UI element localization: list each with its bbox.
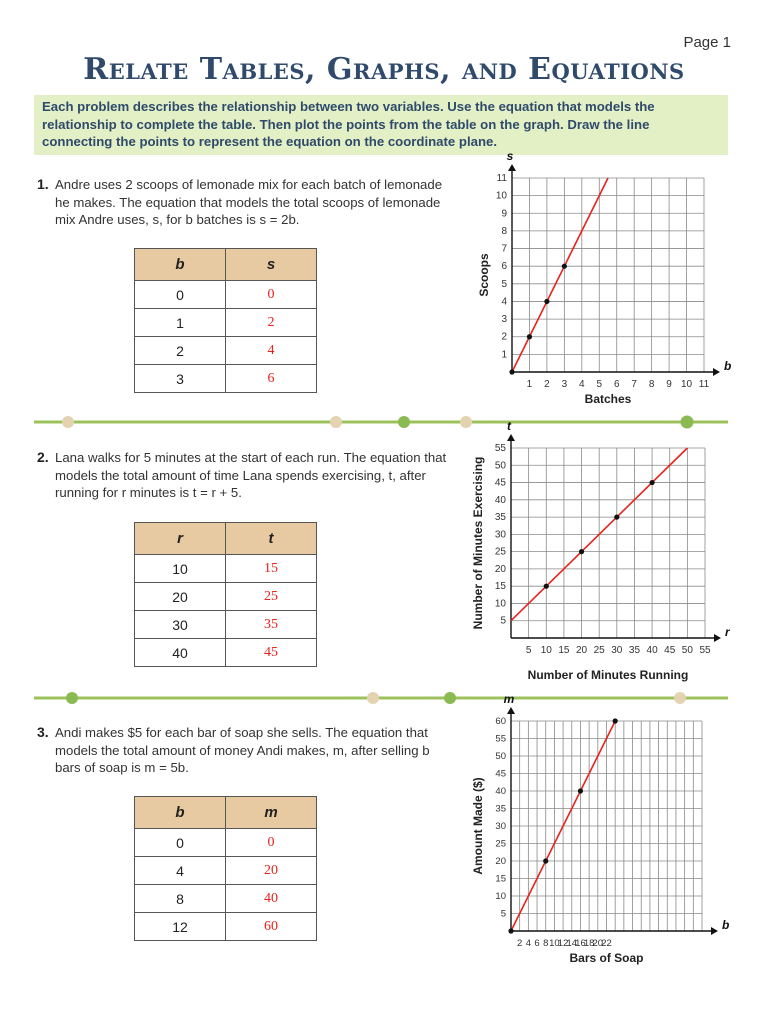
x-tick-label: 20 bbox=[592, 938, 604, 949]
graph-3 bbox=[460, 692, 730, 970]
x-tick-label: 1 bbox=[526, 379, 533, 390]
answer-cell: 20 bbox=[226, 857, 317, 885]
x-axis-title: Batches bbox=[584, 392, 632, 406]
y-tick-label: 3 bbox=[501, 314, 507, 326]
y-tick-label: 1 bbox=[501, 349, 507, 361]
data-point bbox=[579, 549, 584, 554]
answer-cell: 15 bbox=[226, 555, 317, 583]
answer-cell: 25 bbox=[226, 583, 317, 611]
table-cell: 12 bbox=[135, 913, 226, 941]
table-cell: 30 bbox=[135, 611, 226, 639]
answer-cell: 6 bbox=[226, 365, 317, 393]
y-tick-label: 25 bbox=[495, 838, 506, 850]
x-tick-label: 16 bbox=[575, 938, 586, 949]
table-header: s bbox=[226, 249, 317, 281]
table-cell: 20 bbox=[135, 583, 226, 611]
section-divider bbox=[0, 414, 768, 430]
value-table-1 bbox=[134, 248, 317, 393]
x-tick-label: 8 bbox=[543, 938, 549, 949]
table-cell: 40 bbox=[135, 639, 226, 667]
divider-dot bbox=[367, 692, 379, 704]
y-tick-label: 45 bbox=[495, 768, 506, 780]
data-point bbox=[649, 480, 654, 485]
y-axis-arrow bbox=[507, 707, 515, 714]
answer-cell: 0 bbox=[226, 829, 317, 857]
divider-dot bbox=[460, 416, 472, 428]
y-axis-title: Scoops bbox=[477, 253, 491, 297]
x-tick-label: 20 bbox=[575, 645, 588, 656]
x-tick-label: 6 bbox=[534, 938, 540, 949]
y-tick-label: 35 bbox=[494, 512, 506, 524]
value-table-2 bbox=[134, 522, 317, 667]
x-tick-label: 40 bbox=[646, 645, 658, 656]
table-cell: 0 bbox=[135, 281, 226, 309]
y-variable-label: s bbox=[506, 149, 514, 163]
y-tick-label: 40 bbox=[494, 494, 506, 506]
x-tick-label: 15 bbox=[558, 645, 570, 656]
x-tick-label: 18 bbox=[583, 938, 595, 949]
x-tick-label: 22 bbox=[601, 938, 612, 949]
x-axis-arrow bbox=[711, 927, 718, 935]
table-cell: 8 bbox=[135, 885, 226, 913]
y-axis-title: Amount Made ($) bbox=[471, 777, 485, 875]
table-header: m bbox=[226, 797, 317, 829]
table-cell: 10 bbox=[135, 555, 226, 583]
problem-2 bbox=[37, 449, 457, 502]
answer-cell: 60 bbox=[226, 913, 317, 941]
x-variable-label: b bbox=[724, 359, 732, 373]
divider-dot bbox=[62, 416, 74, 428]
y-tick-label: 4 bbox=[501, 296, 507, 308]
x-tick-label: 55 bbox=[699, 645, 711, 656]
y-tick-label: 15 bbox=[495, 873, 506, 885]
x-tick-label: 5 bbox=[596, 379, 603, 390]
problem-3 bbox=[37, 724, 457, 777]
y-variable-label: m bbox=[503, 692, 515, 706]
divider-dot bbox=[330, 416, 342, 428]
data-point bbox=[544, 584, 549, 589]
problem-number: 2. bbox=[37, 449, 49, 465]
y-tick-label: 60 bbox=[495, 716, 506, 727]
x-tick-label: 11 bbox=[698, 379, 710, 390]
y-tick-label: 55 bbox=[495, 733, 506, 745]
y-tick-label: 2 bbox=[501, 331, 507, 343]
answer-cell: 4 bbox=[226, 337, 317, 365]
y-tick-label: 5 bbox=[501, 278, 507, 290]
y-tick-label: 20 bbox=[495, 856, 506, 867]
instructions-band: Each problem describes the relationship between two variables. Use the equation that models the relationship to complete the table. Then plot the points from the table on the graph. Draw the line connecting the points to represent the equation on the coordinate plane. bbox=[34, 95, 728, 155]
table-header: b bbox=[135, 249, 226, 281]
x-axis-title: Bars of Soap bbox=[569, 951, 644, 965]
x-tick-label: 50 bbox=[681, 645, 693, 656]
problem-number: 1. bbox=[37, 176, 49, 192]
y-tick-label: 5 bbox=[500, 908, 506, 920]
answer-cell: 40 bbox=[226, 885, 317, 913]
value-table-3 bbox=[134, 796, 317, 941]
answer-cell: 2 bbox=[226, 309, 317, 337]
x-tick-label: 30 bbox=[611, 645, 623, 656]
y-tick-label: 25 bbox=[494, 546, 506, 558]
x-tick-label: 4 bbox=[579, 379, 585, 390]
y-axis-title: Number of Minutes Exercising bbox=[471, 456, 485, 630]
data-point bbox=[544, 299, 549, 304]
y-tick-label: 30 bbox=[494, 529, 506, 541]
table-header: b bbox=[135, 797, 226, 829]
y-tick-label: 10 bbox=[495, 190, 507, 202]
data-point bbox=[527, 334, 532, 339]
x-tick-label: 10 bbox=[549, 938, 560, 949]
y-variable-label: t bbox=[507, 419, 511, 433]
problem-text: Andi makes $5 for each bar of soap she sells. The equation that models the total amount of money Andi makes, m, after selling b bars of soap is m = 5b. bbox=[55, 725, 430, 775]
table-header: r bbox=[135, 523, 226, 555]
x-tick-label: 6 bbox=[613, 379, 620, 390]
y-tick-label: 55 bbox=[494, 443, 506, 454]
x-tick-label: 2 bbox=[517, 938, 523, 949]
x-tick-label: 7 bbox=[631, 379, 637, 390]
y-tick-label: 15 bbox=[494, 581, 506, 593]
x-variable-label: b bbox=[722, 918, 730, 932]
x-tick-label: 2 bbox=[544, 379, 550, 390]
y-tick-label: 20 bbox=[494, 563, 506, 575]
x-tick-label: 5 bbox=[525, 645, 532, 656]
x-tick-label: 8 bbox=[648, 379, 655, 390]
x-tick-label: 12 bbox=[557, 938, 569, 949]
data-point bbox=[578, 788, 583, 793]
divider-dot bbox=[66, 692, 78, 704]
y-tick-label: 11 bbox=[496, 173, 507, 184]
table-header: t bbox=[226, 523, 317, 555]
y-tick-label: 10 bbox=[495, 891, 506, 902]
y-tick-label: 6 bbox=[501, 261, 507, 273]
y-tick-label: 45 bbox=[494, 477, 506, 489]
y-tick-label: 7 bbox=[501, 243, 507, 255]
graph-2 bbox=[460, 419, 735, 688]
x-axis-arrow bbox=[713, 368, 720, 376]
problem-number: 3. bbox=[37, 724, 49, 740]
table-cell: 4 bbox=[135, 857, 226, 885]
x-tick-label: 45 bbox=[664, 645, 676, 656]
data-point bbox=[543, 858, 548, 863]
y-axis-arrow bbox=[507, 434, 515, 441]
data-point bbox=[509, 369, 514, 374]
y-tick-label: 5 bbox=[500, 615, 506, 627]
y-tick-label: 10 bbox=[494, 598, 506, 610]
y-tick-label: 8 bbox=[501, 225, 507, 237]
x-tick-label: 10 bbox=[680, 379, 693, 390]
graph-1 bbox=[460, 149, 732, 412]
y-tick-label: 35 bbox=[495, 803, 506, 815]
page-number: Page 1 bbox=[683, 34, 731, 51]
table-cell: 2 bbox=[135, 337, 226, 365]
x-tick-label: 35 bbox=[628, 645, 641, 656]
table-cell: 0 bbox=[135, 829, 226, 857]
y-tick-label: 40 bbox=[495, 786, 506, 797]
data-point bbox=[562, 264, 567, 269]
x-tick-label: 25 bbox=[593, 645, 605, 656]
page-title: Relate Tables, Graphs, and Equations bbox=[83, 52, 685, 87]
divider-dot bbox=[398, 416, 410, 428]
x-tick-label: 4 bbox=[525, 938, 532, 949]
equation-line bbox=[512, 178, 608, 372]
y-tick-label: 50 bbox=[494, 460, 506, 472]
data-point bbox=[508, 928, 513, 933]
y-axis-arrow bbox=[508, 164, 516, 171]
x-tick-label: 14 bbox=[566, 938, 578, 949]
table-cell: 3 bbox=[135, 365, 226, 393]
problem-text: Lana walks for 5 minutes at the start of each run. The equation that models the total amount of time Lana spends exercising, t, after running for r minutes is t = r + 5. bbox=[55, 450, 447, 500]
y-tick-label: 50 bbox=[495, 751, 506, 762]
x-variable-label: r bbox=[725, 625, 730, 639]
answer-cell: 45 bbox=[226, 639, 317, 667]
problem-1 bbox=[37, 176, 457, 229]
x-axis-arrow bbox=[714, 634, 721, 642]
y-tick-label: 9 bbox=[501, 208, 507, 220]
data-point bbox=[613, 718, 618, 723]
y-tick-label: 30 bbox=[495, 821, 506, 832]
x-tick-label: 10 bbox=[540, 645, 552, 656]
x-tick-label: 3 bbox=[561, 379, 568, 390]
table-cell: 1 bbox=[135, 309, 226, 337]
answer-cell: 35 bbox=[226, 611, 317, 639]
problem-text: Andre uses 2 scoops of lemonade mix for each batch of lemonade he makes. The equation that models the total scoops of lemonade mix Andre uses, s, for b batches is s = 2b. bbox=[55, 177, 443, 227]
x-tick-label: 9 bbox=[666, 379, 672, 390]
divider-dot bbox=[681, 416, 694, 429]
answer-cell: 0 bbox=[226, 281, 317, 309]
x-axis-title: Number of Minutes Running bbox=[527, 668, 689, 682]
divider-dot bbox=[444, 692, 456, 704]
data-point bbox=[614, 514, 619, 519]
